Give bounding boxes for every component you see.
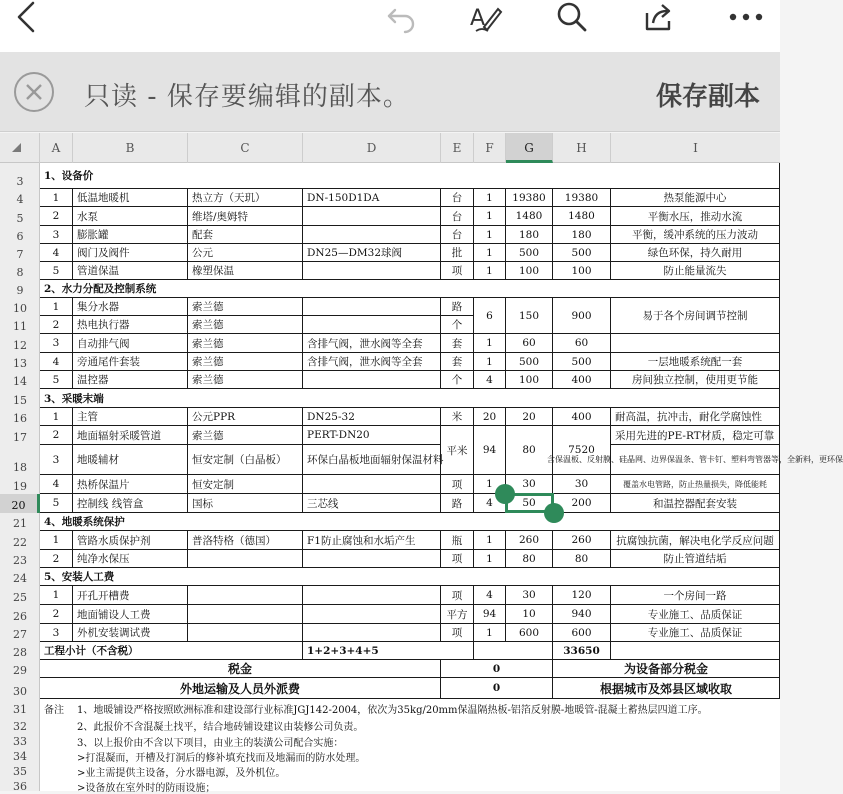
column-header-a[interactable]: A: [40, 133, 73, 163]
row-header[interactable]: 18: [13, 461, 27, 474]
cell-unit-price[interactable]: 600: [506, 624, 553, 642]
cell-spec[interactable]: [303, 226, 441, 244]
cell-item-name[interactable]: 热电执行器: [73, 316, 188, 334]
cell-remark[interactable]: 专业施工、品质保证: [611, 624, 780, 642]
cell-index[interactable]: 2: [40, 426, 73, 445]
cell-unit[interactable]: 个: [441, 371, 474, 389]
cell-index[interactable]: 2: [40, 207, 73, 226]
row-header[interactable]: 17: [13, 431, 27, 444]
cell-brand[interactable]: 索兰德: [188, 316, 303, 334]
row-header[interactable]: 33: [13, 735, 27, 748]
cell-qty[interactable]: 1: [474, 531, 506, 550]
cell-qty[interactable]: 6: [474, 298, 506, 334]
cell-item-name[interactable]: 自动排气阀: [73, 334, 188, 353]
cell-index[interactable]: 4: [40, 244, 73, 262]
row-header[interactable]: 19: [13, 480, 27, 493]
row-header[interactable]: 15: [13, 394, 27, 407]
cell-index[interactable]: 5: [40, 262, 73, 280]
cell-brand[interactable]: [188, 605, 303, 624]
cell-total[interactable]: 500: [553, 353, 611, 371]
cell-total[interactable]: 7520: [553, 426, 611, 475]
cell-remark[interactable]: 易于各个房间调节控制: [611, 298, 780, 334]
column-header-e[interactable]: E: [441, 133, 474, 163]
cell-unit-price[interactable]: 500: [506, 244, 553, 262]
row-header[interactable]: 27: [13, 628, 27, 641]
cell-brand[interactable]: 热立方（天玑）: [188, 189, 303, 207]
cell-qty[interactable]: 1: [474, 207, 506, 226]
row-header[interactable]: 11: [13, 320, 27, 333]
cell-unit-price[interactable]: 60: [506, 334, 553, 353]
cell-item-name[interactable]: 管道保温: [73, 262, 188, 280]
cell-total[interactable]: 940: [553, 605, 611, 624]
column-header-c[interactable]: C: [188, 133, 303, 163]
row-header[interactable]: 26: [13, 610, 27, 623]
cell-index[interactable]: 5: [40, 494, 73, 513]
cell-spec[interactable]: PERT-DN20: [303, 426, 441, 445]
cell-index[interactable]: 1: [40, 586, 73, 605]
cell-item-name[interactable]: 热桥保温片: [73, 475, 188, 494]
cell-remark[interactable]: 平衡水压，推动水流: [611, 207, 780, 226]
row-header[interactable]: 22: [13, 536, 27, 549]
row-header[interactable]: 35: [13, 765, 27, 778]
cell-qty[interactable]: 1: [474, 244, 506, 262]
cell-spec[interactable]: [303, 550, 441, 568]
cell-qty[interactable]: 1: [474, 353, 506, 371]
cell-total[interactable]: 900: [553, 298, 611, 334]
cell-spec[interactable]: DN-150D1DA: [303, 189, 441, 207]
cell-unit-price[interactable]: 20: [506, 408, 553, 426]
cell-brand[interactable]: 公元: [188, 244, 303, 262]
save-copy-button[interactable]: 保存副本: [655, 82, 760, 112]
cell-item-name[interactable]: 膨胀罐: [73, 226, 188, 244]
cell-unit-price[interactable]: 500: [506, 353, 553, 371]
cell-qty[interactable]: 4: [474, 494, 506, 513]
more-icon[interactable]: [720, 0, 772, 34]
cell-total[interactable]: 60: [553, 334, 611, 353]
cell-total[interactable]: 400: [553, 408, 611, 426]
cell-remark[interactable]: 一层地暖系统配一套: [611, 353, 780, 371]
selection-handle-end[interactable]: [544, 503, 564, 523]
cell-index[interactable]: 1: [40, 531, 73, 550]
cell-remark[interactable]: 热泵能源中心: [611, 189, 780, 207]
cell-qty[interactable]: 94: [474, 605, 506, 624]
cell-total[interactable]: 180: [553, 226, 611, 244]
read-only-message: 只读 - 保存要编辑的副本。: [84, 82, 410, 112]
note-line[interactable]: >设备放在室外时的防雨设施；: [77, 783, 216, 794]
subtotal-value[interactable]: 33650: [553, 642, 611, 660]
cell-unit-price[interactable]: 150: [506, 298, 553, 334]
note-line[interactable]: 1、地暖铺设严格按照欧洲标准和建设部行业标准JGJ142-2004，依次为35kg/20mm保温隔热板-铝箔反射膜-地暖管-混凝土蓄热层四道工序。: [77, 704, 708, 716]
cell-unit[interactable]: 项: [441, 624, 474, 642]
cell-spec[interactable]: 含排气阀，泄水阀等全套: [303, 334, 441, 353]
row-header[interactable]: 4: [16, 193, 24, 206]
cell-spec[interactable]: [303, 262, 441, 280]
read-only-banner: [0, 52, 780, 132]
cell-unit-price[interactable]: 50: [506, 494, 553, 513]
row-header[interactable]: 14: [13, 375, 27, 388]
cell-brand[interactable]: 维塔/奥姆特: [188, 207, 303, 226]
cell-index[interactable]: 2: [40, 550, 73, 568]
row-header[interactable]: 23: [13, 554, 27, 567]
cell-remark[interactable]: 专业施工、品质保证: [611, 605, 780, 624]
cell-unit-price[interactable]: 180: [506, 226, 553, 244]
cell-spec[interactable]: [303, 586, 441, 605]
cell-item-name[interactable]: 控制线 线管盒: [73, 494, 188, 513]
cell-unit-price[interactable]: 100: [506, 262, 553, 280]
cell-index[interactable]: 3: [40, 445, 73, 475]
row-header[interactable]: 31: [13, 703, 27, 716]
cell-item-name[interactable]: 纯净水保压: [73, 550, 188, 568]
cell-unit-price[interactable]: 30: [506, 586, 553, 605]
cell-unit-price[interactable]: 10: [506, 605, 553, 624]
cell-qty[interactable]: 1: [474, 226, 506, 244]
row-header[interactable]: 3: [16, 175, 24, 188]
cell-spec[interactable]: [303, 624, 441, 642]
cell-index[interactable]: 2: [40, 605, 73, 624]
cell-index[interactable]: 1: [40, 189, 73, 207]
cell-remark[interactable]: 覆盖水电管路，防止热量损失，降低能耗: [611, 475, 780, 494]
tax-value[interactable]: 0: [441, 660, 553, 678]
selection-handle-start[interactable]: [495, 484, 515, 504]
cell[interactable]: [474, 642, 553, 660]
cell-item-name[interactable]: 管路水质保护剂: [73, 531, 188, 550]
share-icon[interactable]: [634, 0, 682, 34]
section-header[interactable]: 5、安装人工费: [40, 568, 780, 586]
cell-unit[interactable]: 项: [441, 475, 474, 494]
cell-item-name[interactable]: 地暖辅材: [73, 445, 188, 475]
cell-qty[interactable]: 1: [474, 624, 506, 642]
cell-total[interactable]: 1480: [553, 207, 611, 226]
cell-remark[interactable]: 绿色环保，持久耐用: [611, 244, 780, 262]
note-line[interactable]: 2、此报价不含混凝土找平，结合地砖铺设建议由装修公司负责。: [77, 722, 364, 733]
cell-brand[interactable]: 索兰德: [188, 353, 303, 371]
cell-total[interactable]: 80: [553, 550, 611, 568]
section-header[interactable]: 2、水力分配及控制系统: [40, 280, 780, 298]
column-header-f[interactable]: F: [474, 133, 506, 163]
column-header-g[interactable]: G: [506, 133, 553, 163]
cell-index[interactable]: 3: [40, 226, 73, 244]
row-header[interactable]: 9: [16, 284, 24, 297]
cell-spec[interactable]: [303, 605, 441, 624]
cell-item-name[interactable]: 温控器: [73, 371, 188, 389]
cell-spec[interactable]: 三芯线: [303, 494, 441, 513]
cell-unit[interactable]: 路: [441, 494, 474, 513]
cell-unit[interactable]: 平米: [441, 426, 474, 475]
cell-qty[interactable]: 4: [474, 371, 506, 389]
row-header[interactable]: 12: [13, 339, 27, 352]
cell-item-name[interactable]: 旁通尾件套装: [73, 353, 188, 371]
undo-icon[interactable]: [378, 0, 426, 34]
note-line[interactable]: >业主需提供主设备，分水器电源，及外机位。: [77, 768, 286, 779]
cell-item-name[interactable]: 水泵: [73, 207, 188, 226]
row-header[interactable]: 36: [13, 780, 27, 793]
row-header[interactable]: 10: [13, 302, 27, 315]
cell-unit[interactable]: 套: [441, 353, 474, 371]
cell-unit[interactable]: 项: [441, 550, 474, 568]
cell-remark[interactable]: 抗腐蚀抗菌，解决电化学反应问题: [611, 531, 780, 550]
cell-unit-price[interactable]: 80: [506, 426, 553, 475]
cell-spec[interactable]: 环保白晶板地面辐射保温材料: [303, 445, 441, 475]
cell-unit-price[interactable]: 260: [506, 531, 553, 550]
cell-qty[interactable]: 1: [474, 189, 506, 207]
row-header[interactable]: 16: [13, 412, 27, 425]
cell-qty[interactable]: 4: [474, 586, 506, 605]
cell-spec[interactable]: DN25—DM32球阀: [303, 244, 441, 262]
notes-label[interactable]: 备注: [44, 704, 64, 716]
cell-remark[interactable]: 一个房间一路: [611, 586, 780, 605]
cell-brand[interactable]: 恒安定制（白晶板）: [188, 445, 303, 475]
column-header-bar: [0, 133, 780, 163]
cell-qty[interactable]: 20: [474, 408, 506, 426]
cell-qty[interactable]: 1: [474, 475, 506, 494]
cell-brand[interactable]: 普洛特格（德国）: [188, 531, 303, 550]
back-icon[interactable]: [6, 0, 46, 34]
cell-brand[interactable]: [188, 624, 303, 642]
travel-note[interactable]: 根据城市及郊县区域收取: [553, 678, 780, 699]
cell-total[interactable]: 600: [553, 624, 611, 642]
cell[interactable]: [611, 642, 780, 660]
cell-remark[interactable]: 采用先进的PE-RT材质，稳定可靠: [611, 426, 780, 445]
cell-brand[interactable]: [188, 586, 303, 605]
cell-spec[interactable]: [303, 371, 441, 389]
cell-brand[interactable]: 配套: [188, 226, 303, 244]
cell-total[interactable]: 19380: [553, 189, 611, 207]
cell-qty[interactable]: 1: [474, 550, 506, 568]
cell-total[interactable]: 100: [553, 262, 611, 280]
note-line[interactable]: 3、以上报价由不含以下项目，由业主的装潢公司配合实施：: [77, 738, 344, 749]
cell-unit-price[interactable]: 30: [506, 475, 553, 494]
cell-index[interactable]: 3: [40, 334, 73, 353]
cell-brand[interactable]: 索兰德: [188, 371, 303, 389]
cell-total[interactable]: 30: [553, 475, 611, 494]
cell-unit[interactable]: 路: [441, 298, 474, 316]
select-all-corner[interactable]: [0, 133, 40, 163]
column-header-d[interactable]: D: [303, 133, 441, 163]
subtotal-formula[interactable]: 1+2+3+4+5: [303, 642, 474, 660]
row-header[interactable]: 32: [13, 720, 27, 733]
cell-remark[interactable]: 含保温板、反射膜、硅晶网、边界保温条、管卡钉、塑料弯管器等，全新料，更环保: [611, 445, 780, 475]
cell-spec[interactable]: DN25-32: [303, 408, 441, 426]
cell-total[interactable]: 200: [553, 494, 611, 513]
cell-spec[interactable]: [303, 316, 441, 334]
cell-index[interactable]: 4: [40, 353, 73, 371]
cell-remark[interactable]: 平衡，缓冲系统的压力波动: [611, 226, 780, 244]
cell-unit-price[interactable]: 80: [506, 550, 553, 568]
cell-total[interactable]: 260: [553, 531, 611, 550]
cell-item-name[interactable]: 主管: [73, 408, 188, 426]
cell-brand[interactable]: 索兰德: [188, 334, 303, 353]
row-header[interactable]: 7: [16, 248, 24, 261]
cell-unit[interactable]: 台: [441, 207, 474, 226]
cell-remark[interactable]: 耐高温，抗冲击，耐化学腐蚀性: [611, 408, 780, 426]
cell-spec[interactable]: [303, 475, 441, 494]
spreadsheet[interactable]: [0, 133, 843, 794]
cell-index[interactable]: 4: [40, 475, 73, 494]
row-header[interactable]: 5: [16, 212, 24, 225]
cell-qty[interactable]: 94: [474, 426, 506, 475]
cell-spec[interactable]: F1防止腐蚀和水垢产生: [303, 531, 441, 550]
column-header-b[interactable]: B: [73, 133, 188, 163]
cell-item-name[interactable]: 低温地暖机: [73, 189, 188, 207]
cell-spec[interactable]: 含排气阀，泄水阀等全套: [303, 353, 441, 371]
cell-item-name[interactable]: 开孔开槽费: [73, 586, 188, 605]
tax-note[interactable]: 为设备部分税金: [553, 660, 780, 678]
row-header[interactable]: 25: [13, 591, 27, 604]
row-header[interactable]: 34: [13, 750, 27, 763]
svg-text:A: A: [470, 6, 486, 31]
cell-unit[interactable]: 台: [441, 189, 474, 207]
subtotal-label[interactable]: 工程小计（不含税）: [40, 642, 303, 660]
cell-index[interactable]: 2: [40, 316, 73, 334]
cell-index[interactable]: 3: [40, 624, 73, 642]
cell-spec[interactable]: [303, 207, 441, 226]
row-header-active[interactable]: 20: [0, 494, 40, 513]
cell-unit[interactable]: 个: [441, 316, 474, 334]
cell-total[interactable]: 500: [553, 244, 611, 262]
cell-unit[interactable]: 台: [441, 226, 474, 244]
row-header[interactable]: 21: [13, 517, 27, 530]
cell-brand[interactable]: 恒安定制: [188, 475, 303, 494]
section-header[interactable]: 1、设备价: [40, 163, 780, 189]
cell-brand[interactable]: [188, 550, 303, 568]
cell-item-name[interactable]: 地面辐射采暖管道: [73, 426, 188, 445]
cell-brand[interactable]: 国标: [188, 494, 303, 513]
cell-unit[interactable]: 米: [441, 408, 474, 426]
close-icon[interactable]: [14, 72, 54, 112]
column-header-i[interactable]: I: [693, 141, 698, 155]
cell-unit-price[interactable]: 100: [506, 371, 553, 389]
column-header-h[interactable]: H: [553, 133, 611, 163]
row-header[interactable]: 8: [16, 266, 24, 279]
cell-item-name[interactable]: 阀门及阀件: [73, 244, 188, 262]
cell-item-name[interactable]: 外机安装调试费: [73, 624, 188, 642]
cell-qty[interactable]: 1: [474, 262, 506, 280]
row-header[interactable]: 28: [13, 646, 27, 659]
cell-item-name[interactable]: 集分水器: [73, 298, 188, 316]
row-header[interactable]: 6: [16, 230, 24, 243]
cell-unit[interactable]: 平方: [441, 605, 474, 624]
cell-unit-price[interactable]: 1480: [506, 207, 553, 226]
cell-spec[interactable]: [303, 298, 441, 316]
row-header[interactable]: 30: [13, 685, 27, 698]
top-toolbar: [0, 0, 780, 52]
travel-value[interactable]: 0: [441, 678, 553, 699]
cell-brand[interactable]: 橡塑保温: [188, 262, 303, 280]
cell-index[interactable]: 5: [40, 371, 73, 389]
row-header[interactable]: 29: [13, 664, 27, 677]
cell-remark[interactable]: 和温控器配套安装: [611, 494, 780, 513]
cell-unit[interactable]: 项: [441, 586, 474, 605]
cell-index[interactable]: 1: [40, 298, 73, 316]
cell-unit[interactable]: 套: [441, 334, 474, 353]
cell-remark[interactable]: [611, 334, 780, 353]
cell-remark[interactable]: 房间独立控制，使用更节能: [611, 371, 780, 389]
section-header[interactable]: 4、地暖系统保护: [40, 513, 780, 531]
cell-item-name[interactable]: 地面铺设人工费: [73, 605, 188, 624]
row-header[interactable]: 24: [13, 572, 27, 585]
note-line[interactable]: >打混凝而，开槽及打洞后的修补填充找而及地漏而的防水处理。: [77, 753, 366, 764]
cell-unit[interactable]: 项: [441, 262, 474, 280]
cell-brand[interactable]: 索兰德: [188, 298, 303, 316]
tax-label[interactable]: 税金: [40, 660, 441, 678]
travel-label[interactable]: 外地运输及人员外派费: [40, 678, 441, 699]
cell-unit-price[interactable]: 19380: [506, 189, 553, 207]
cell-total[interactable]: 120: [553, 586, 611, 605]
section-header[interactable]: 3、采暖末端: [40, 389, 780, 408]
cell-brand[interactable]: 公元PPR: [188, 408, 303, 426]
row-header[interactable]: 13: [13, 357, 27, 370]
row-header-bar: [0, 163, 40, 791]
search-icon[interactable]: [548, 0, 596, 34]
cell-total[interactable]: 400: [553, 371, 611, 389]
cell-brand[interactable]: 索兰德: [188, 426, 303, 445]
cell-unit[interactable]: 批: [441, 244, 474, 262]
pen-edit-icon[interactable]: [462, 0, 510, 34]
cell-remark[interactable]: 防止管道结垢: [611, 550, 780, 568]
cell-qty[interactable]: 1: [474, 334, 506, 353]
cell-index[interactable]: 1: [40, 408, 73, 426]
cell-unit[interactable]: 瓶: [441, 531, 474, 550]
cell-remark[interactable]: 防止能量流失: [611, 262, 780, 280]
